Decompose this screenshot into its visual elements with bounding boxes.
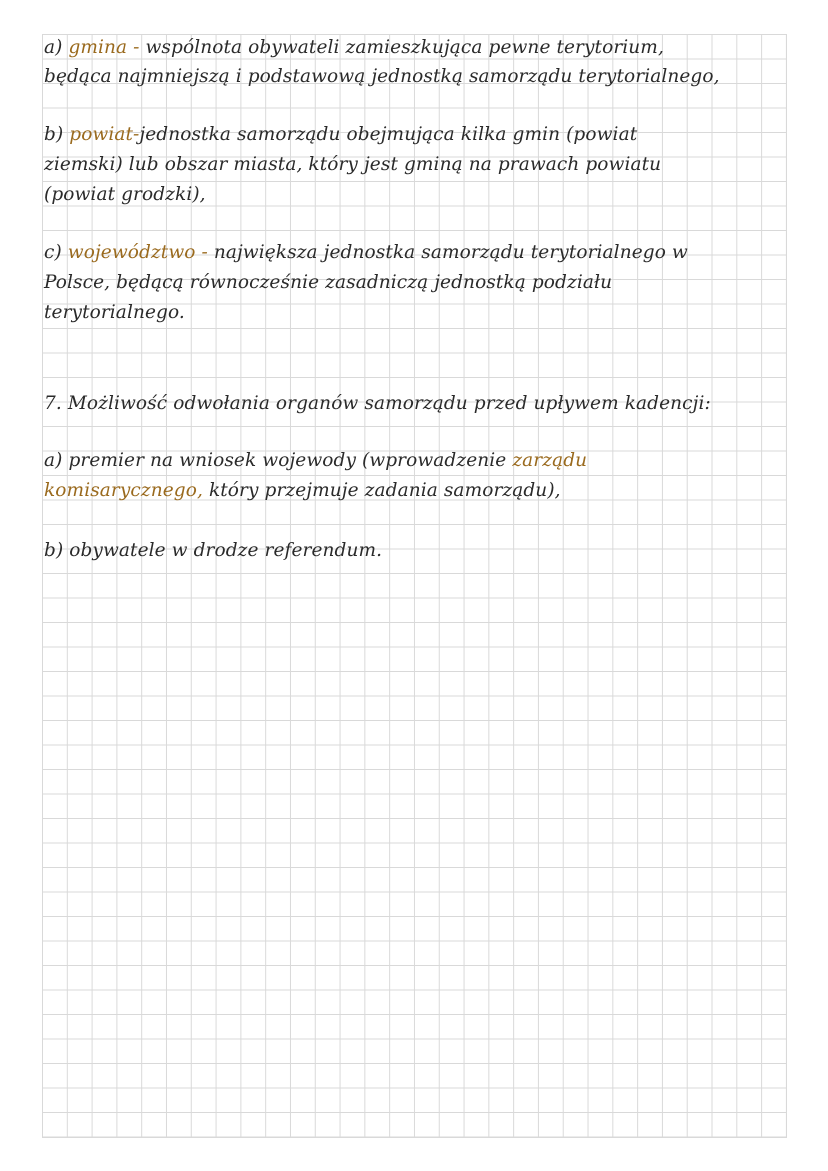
powiat-definition-line-3: (powiat grodzki), — [44, 184, 206, 205]
section-7-item-b — [44, 540, 382, 561]
powiat-term: powiat- — [69, 124, 140, 145]
section-7-item-b-text: obywatele w drodze referendum. — [69, 540, 383, 561]
wojewodztwo-definition-line-2: Polsce, będącą równocześnie zasadniczą jednostką podziału — [44, 272, 613, 293]
powiat-definition-text: jednostka samorządu obejmująca kilka gmin (powiat — [139, 124, 638, 145]
section-7-item-a-text-rest: który przejmuje zadania samorządu), — [208, 480, 561, 501]
gmina-term: gmina - — [68, 37, 140, 58]
wojewodztwo-term: województwo - — [67, 242, 208, 263]
zarzadu-term: zarządu — [512, 450, 588, 471]
powiat-definition-line-2: ziemski) lub obszar miasta, który jest gminą na prawach powiatu — [44, 154, 662, 175]
section-7-item-a-text: premier na wniosek wojewody (wprowadzenie — [68, 450, 507, 471]
gmina-definition-line-2: będąca najmniejszą i podstawową jednostką samorządu terytorialnego, — [44, 66, 720, 87]
section-7-item-a-line-2 — [44, 480, 561, 501]
wojewodztwo-definition-line-1 — [44, 242, 688, 263]
gmina-marker: a) — [44, 37, 63, 58]
powiat-definition-line-1 — [44, 124, 637, 145]
section-7-heading: 7. Możliwość odwołania organów samorządu przed upływem kadencji: — [44, 393, 711, 414]
section-7-item-a-marker: a) — [44, 450, 63, 471]
section-7-item-b-marker: b) — [44, 540, 64, 561]
wojewodztwo-definition-line-3: terytorialnego. — [44, 302, 185, 323]
wojewodztwo-marker: c) — [44, 242, 62, 263]
wojewodztwo-definition-text: największa jednostka samorządu terytorialnego w — [213, 242, 688, 263]
komisarycznego-term: komisarycznego, — [44, 480, 203, 501]
gmina-definition-line-1 — [44, 37, 664, 58]
gmina-definition-text: wspólnota obywateli zamieszkująca pewne terytorium, — [145, 37, 664, 58]
section-7-item-a-line-1 — [44, 450, 587, 471]
powiat-marker: b) — [44, 124, 64, 145]
